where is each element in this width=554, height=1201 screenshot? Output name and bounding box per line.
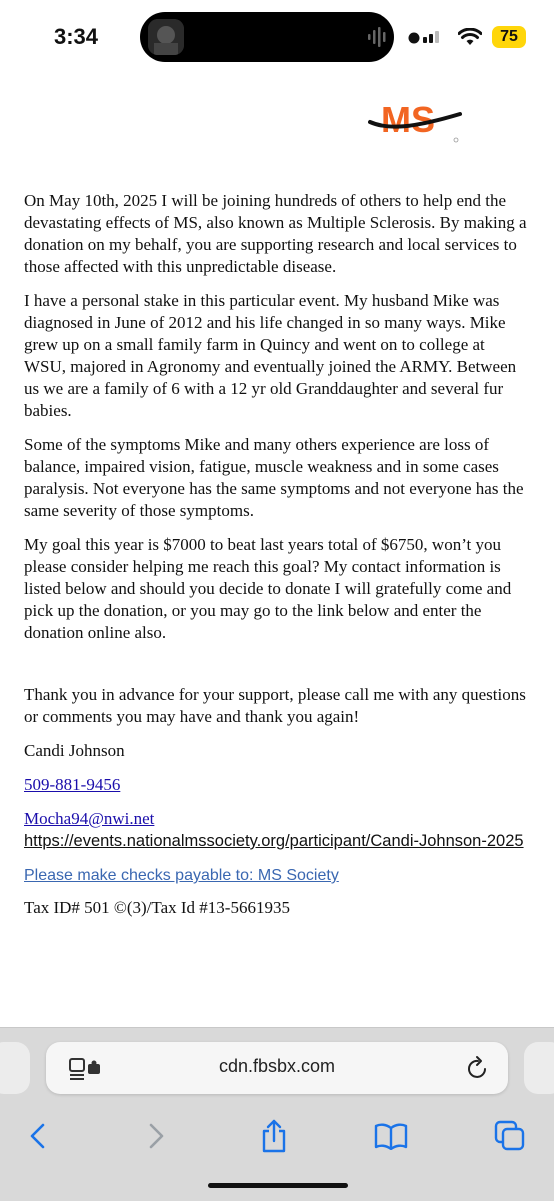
logo-text: MS xyxy=(381,99,435,140)
paragraph-personal: I have a personal stake in this particular event. My husband Mike was diagnosed in June of 2012 and his life changed in so many ways. Mike grew up on a small family farm in Quincy and went on to college at WSU, majored in Agronomy and eventually joined the ARMY. Between us we are a family of 6 with a 12 yr old Granddaughter and several fur babies. xyxy=(24,291,517,420)
status-right xyxy=(408,24,526,50)
checks-payable-link[interactable]: Please make checks payable to: MS Society xyxy=(24,867,339,884)
audio-wave-icon xyxy=(368,26,386,48)
bookmarks-icon xyxy=(374,1122,408,1150)
status-bar xyxy=(0,0,554,76)
tax-id: Tax ID# 501 ©(3)/Tax Id #13-5661935 xyxy=(24,898,290,917)
now-playing-artwork xyxy=(148,19,184,55)
address-text[interactable]: cdn.fbsbx.com xyxy=(218,1056,336,1076)
previous-tab-pill[interactable] xyxy=(0,1042,30,1094)
donation-url-link[interactable]: https://events.nationalmssociety.org/participant/Candi-Johnson-2025 xyxy=(24,832,524,850)
tabs-icon xyxy=(494,1120,526,1152)
bottom-toolbar xyxy=(0,1114,554,1164)
forward-icon xyxy=(146,1122,166,1150)
home-indicator[interactable] xyxy=(208,1183,348,1188)
reload-icon[interactable] xyxy=(466,1055,490,1081)
dynamic-island xyxy=(140,12,394,62)
battery-indicator: 75 xyxy=(492,26,526,48)
back-icon xyxy=(28,1122,48,1150)
forward-button[interactable] xyxy=(134,1114,178,1158)
letter-content xyxy=(24,190,530,931)
cellular-signal-icon xyxy=(408,30,448,44)
paragraph-intro: On May 10th, 2025 I will be joining hundreds of others to help end the devastating effects of MS, also known as Multiple Sclerosis. By making a donation on my behalf, you are supporting research and local services to those affected with this unpredictable disease. xyxy=(24,191,527,276)
back-button[interactable] xyxy=(16,1114,60,1158)
email-link[interactable]: Mocha94@nwi.net xyxy=(24,809,155,828)
tabs-button[interactable] xyxy=(488,1114,532,1158)
bookmarks-button[interactable] xyxy=(369,1114,413,1158)
paragraph-symptoms: Some of the symptoms Mike and many others experience are loss of balance, impaired vision, fatigue, muscle weakness and in some cases paralysis. Not everyone has the same symptoms and not everyone has the same severity of those symptoms. xyxy=(24,435,524,520)
paragraph-goal: My goal this year is $7000 to beat last years total of $6750, won’t you please consider helping me reach this goal? My contact information is listed below and should you decide to donate I will gratefully come and pick up the donation, or you may go to the link below and enter the donation online also. xyxy=(24,535,512,642)
paragraph-thanks: Thank you in advance for your support, please call me with any questions or comments you may have and thank you again! xyxy=(24,685,526,726)
wifi-icon xyxy=(458,28,482,46)
phone-link[interactable]: 509-881-9456 xyxy=(24,775,121,794)
share-icon xyxy=(259,1119,289,1153)
status-time: 3:34 xyxy=(54,24,99,49)
next-tab-pill[interactable] xyxy=(524,1042,554,1094)
ms-society-logo xyxy=(368,96,464,148)
share-button[interactable] xyxy=(252,1114,296,1158)
signature-name: Candi Johnson xyxy=(24,741,125,760)
browser-toolbar xyxy=(0,1027,554,1201)
address-bar[interactable] xyxy=(46,1042,508,1094)
